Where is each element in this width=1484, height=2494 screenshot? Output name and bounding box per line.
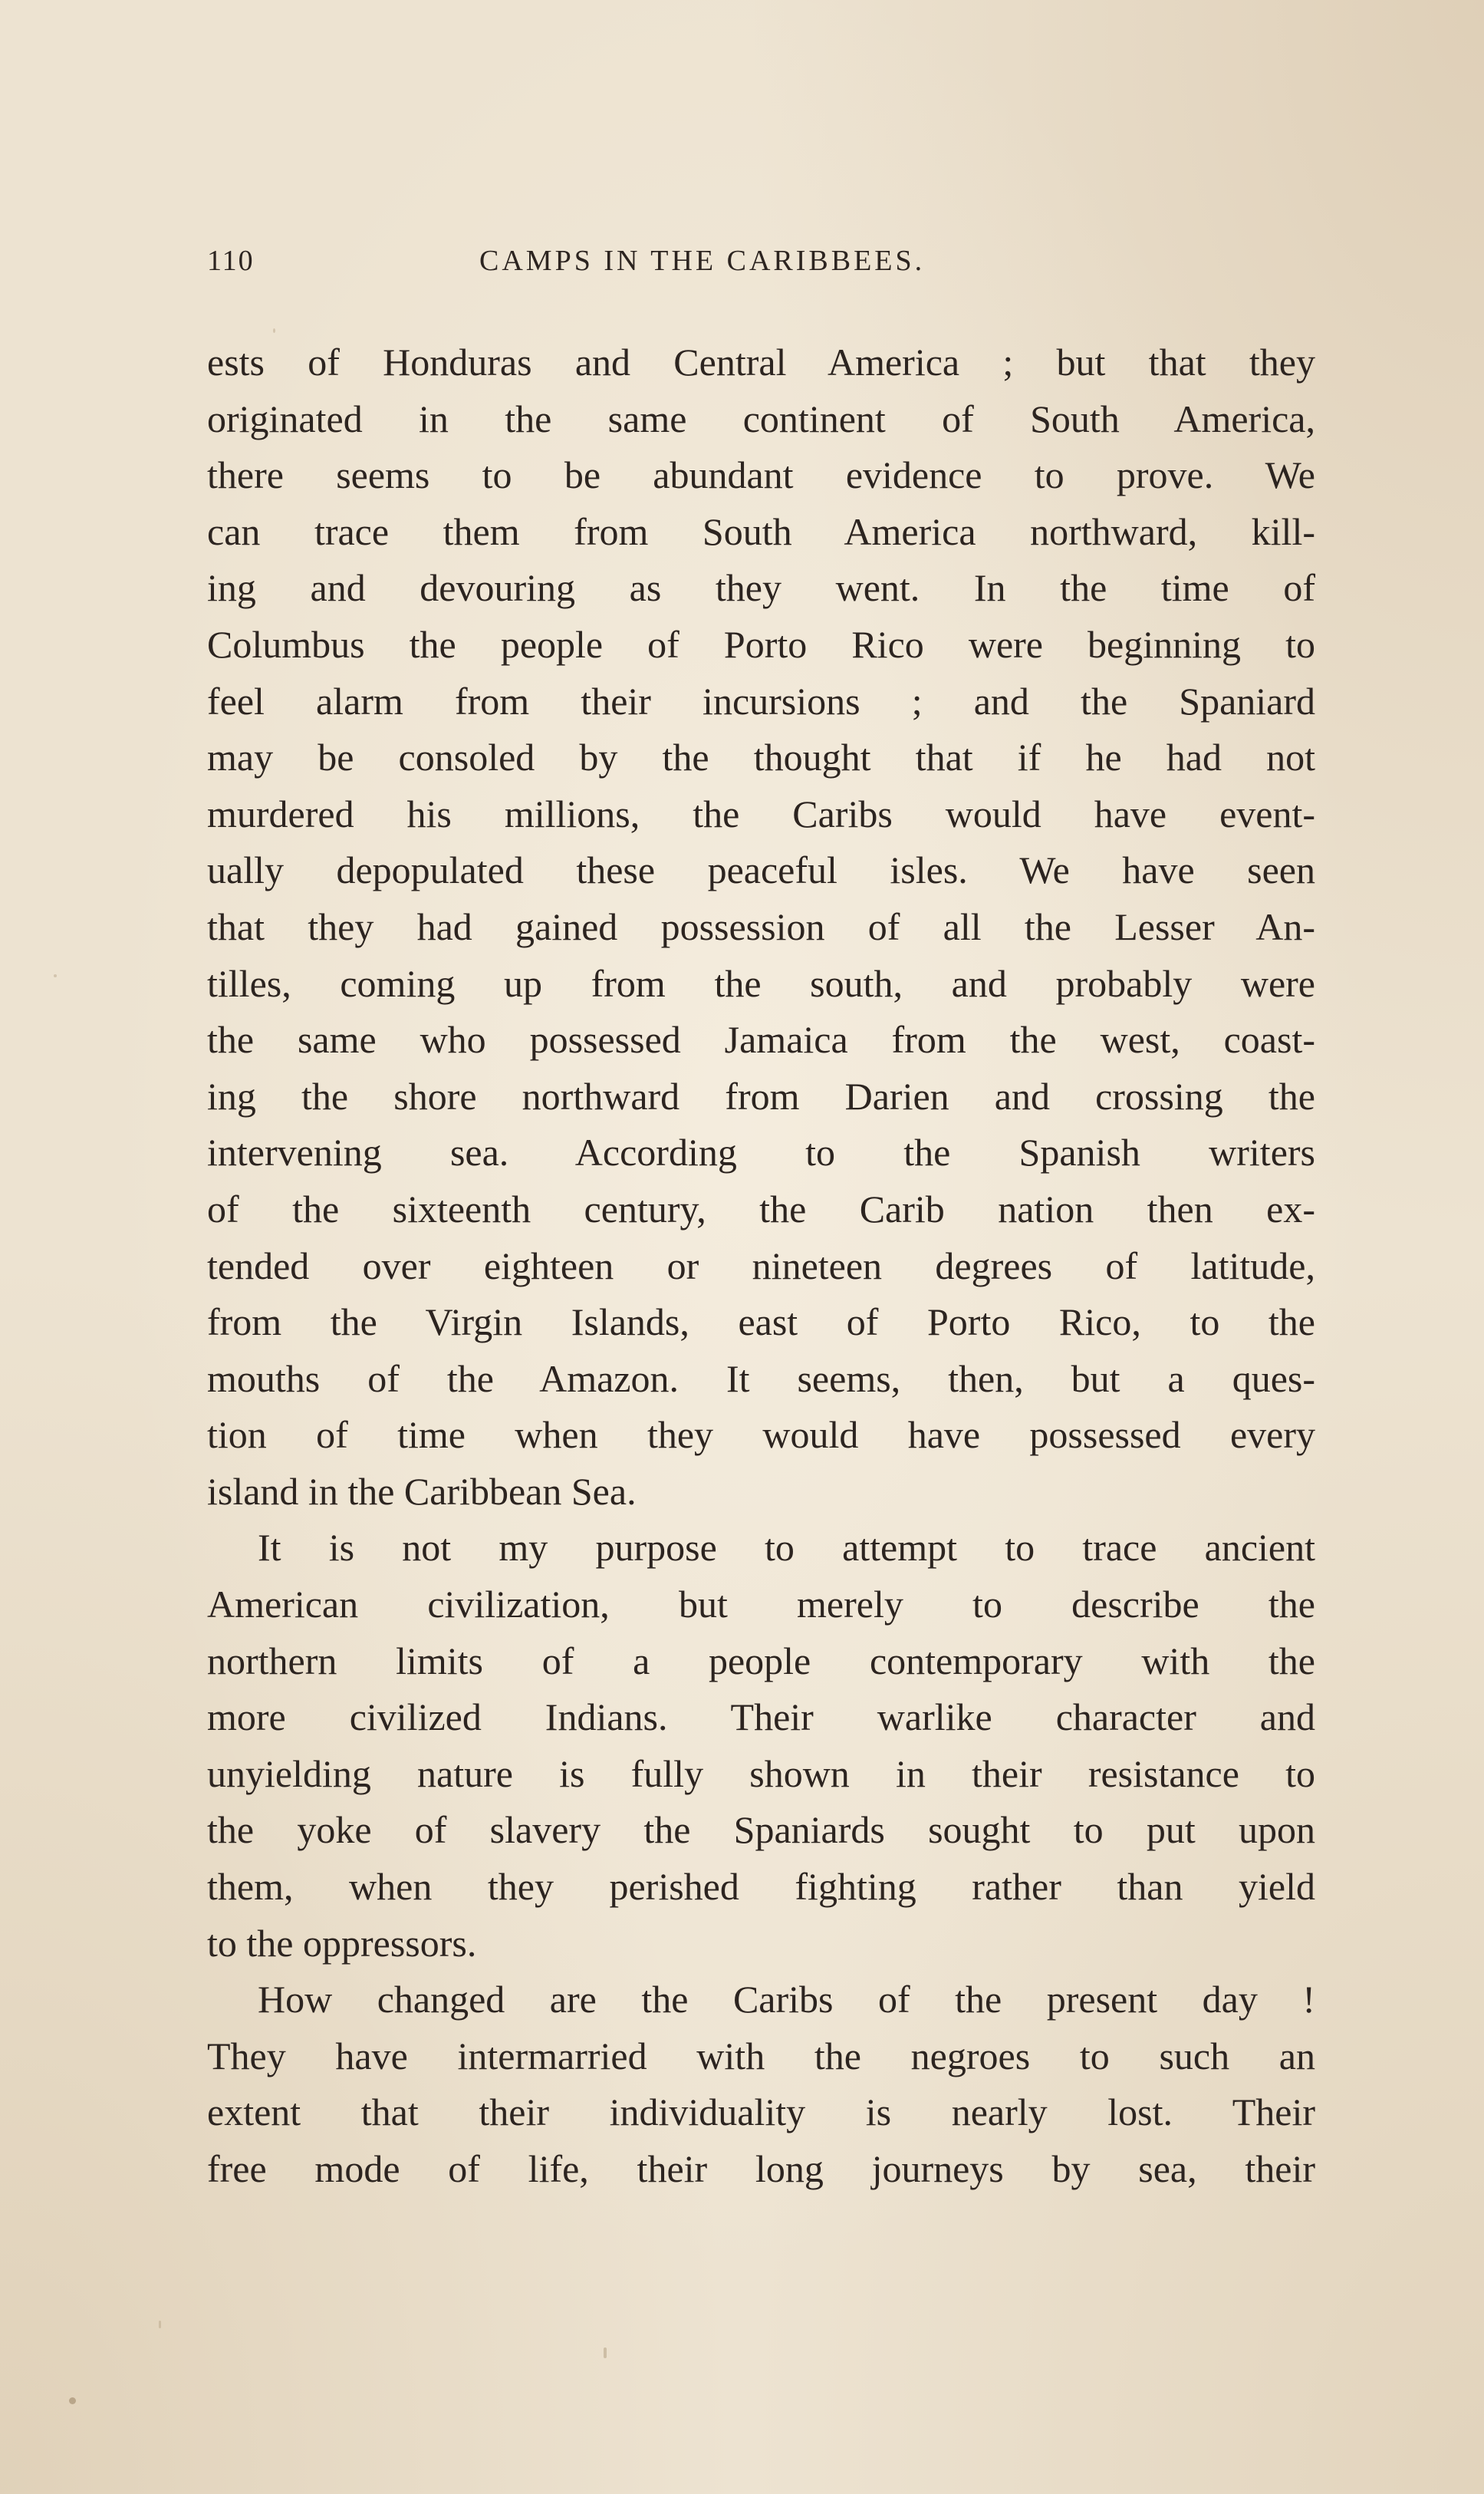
text-line: feel alarm from their incursions ; and the Spaniard [207,679,1315,723]
text-line: murdered his millions, the Caribs would have event- [207,792,1315,835]
text-line: from the Virgin Islands, east of Porto Rico, to the [207,1300,1315,1344]
text-line: ing the shore northward from Darien and crossing the [207,1074,1315,1118]
text-line: unyielding nature is fully shown in their resistance to [207,1751,1315,1795]
text-line: of the sixteenth century, the Carib nation then ex- [207,1187,1315,1231]
paper-speck [159,2321,161,2328]
text-line: tion of time when they would have possessed every [207,1413,1315,1457]
text-line: tilles, coming up from the south, and probably were [207,961,1315,1005]
paper-speck [273,328,275,333]
text-line: to the oppressors. [207,1921,477,1965]
text-line: may be consoled by the thought that if he had not [207,736,1315,779]
text-line: They have intermarried with the negroes to such an [207,2034,1315,2077]
text-line: How changed are the Caribs of the present day ! [258,1978,1315,2021]
text-line: intervening sea. According to the Spanish writers [207,1131,1315,1175]
text-line: free mode of life, their long journeys by sea, their [207,2147,1315,2190]
text-line: the same who possessed Jamaica from the west, coast- [207,1018,1315,1062]
text-line: It is not my purpose to attempt to trace ancient [258,1526,1315,1570]
text-line: ually depopulated these peaceful isles. We have seen [207,848,1315,892]
text-line: them, when they perished fighting rather than yield [207,1865,1315,1909]
text-line: tended over eighteen or nineteen degrees of latitude, [207,1244,1315,1287]
text-line: that they had gained possession of all the Lesser An- [207,904,1315,948]
text-line: more civilized Indians. Their warlike character and [207,1695,1315,1739]
text-line: ing and devouring as they went. In the time of [207,566,1315,610]
running-title: CAMPS IN THE CARIBBEES. [479,245,926,277]
text-line: American civilization, but merely to describe the [207,1583,1315,1626]
text-line: extent that their individuality is nearly lost. Their [207,2090,1315,2134]
text-line: there seems to be abundant evidence to prove. We [207,453,1315,497]
running-head [207,244,1311,290]
text-line: can trace them from South America northward, kill- [207,509,1315,553]
text-line: Columbus the people of Porto Rico were beginning to [207,622,1315,666]
text-line: island in the Caribbean Sea. [207,1469,637,1513]
text-line: northern limits of a people contemporary with the [207,1639,1315,1682]
body-text [207,334,1315,2198]
text-line: the yoke of slavery the Spaniards sought to put upon [207,1808,1315,1852]
paper-speck [54,974,57,977]
text-line: originated in the same continent of South America, [207,397,1315,440]
text-line: mouths of the Amazon. It seems, then, but a ques- [207,1356,1315,1400]
paper-speck [604,2347,607,2358]
paper-speck [69,2397,76,2404]
text-line: ests of Honduras and Central America ; but that they [207,341,1315,384]
page-number: 110 [207,245,255,277]
